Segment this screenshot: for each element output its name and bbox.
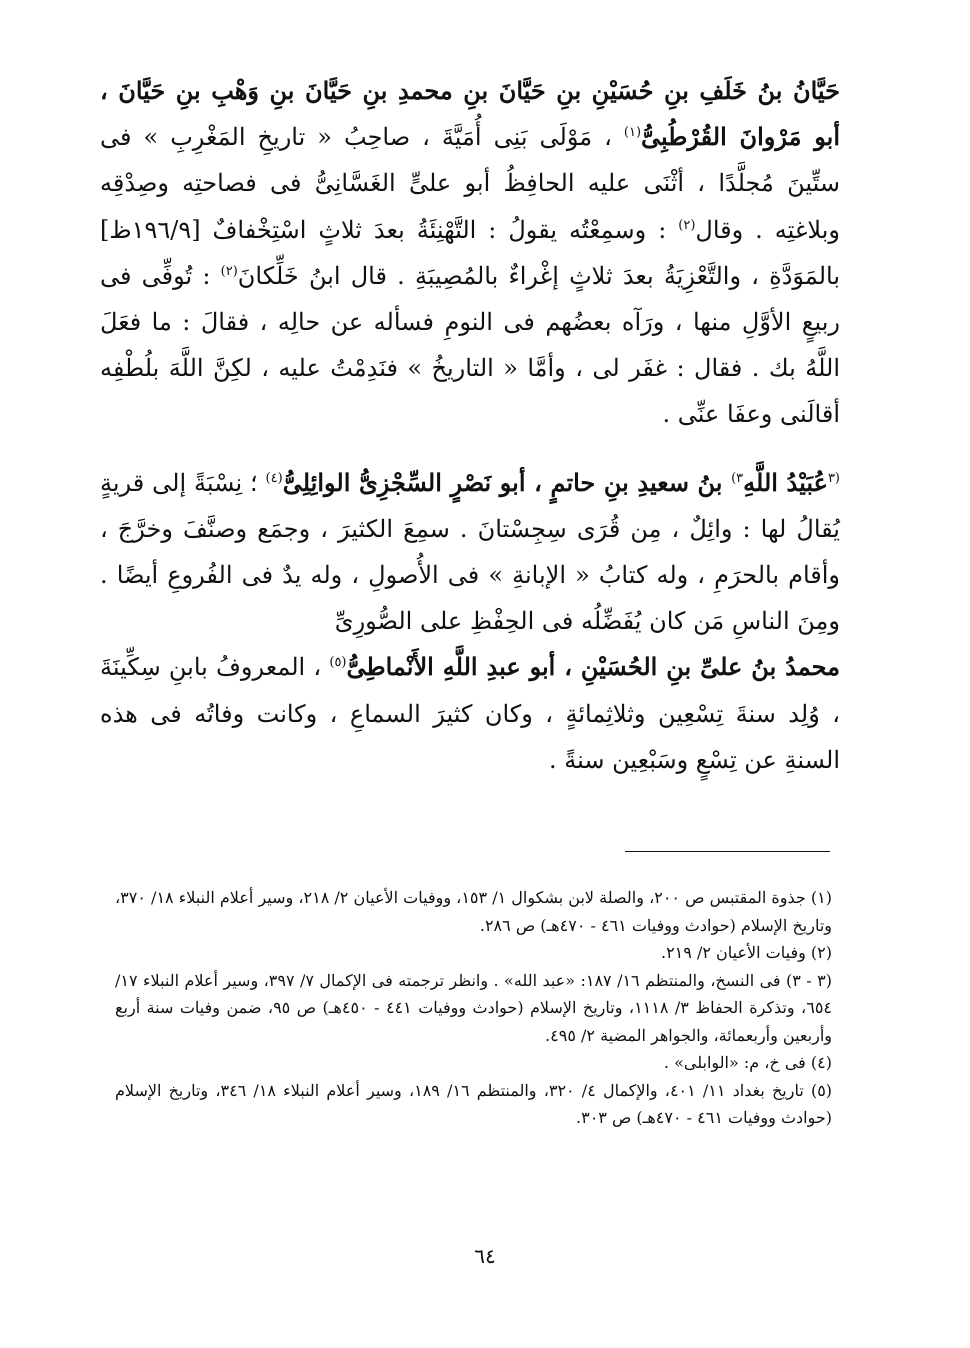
footnote-marker: (٢) [220, 263, 238, 279]
footnote-marker: (٣ [827, 470, 840, 486]
footnote-marker: (٥) [329, 655, 347, 671]
footnote-1: (١) جذوة المقتبس ص ٢٠٠، والصلة لابن بشكوال ١/ ١٥٣، ووفيات الأعيان ٢/ ٢١٨، وسير أعلام النبلاء ١٨/ ٣٧٠، وتاريخ الإسلام (حوادث ووفيات ٤٦١ - ٤٧٠هـ) ص ٢٨٦. [115, 888, 832, 935]
biography-entry-hayyan [100, 68, 840, 438]
footnotes [115, 884, 832, 1132]
entry-text: ؛ نِسْبَةً إلى قريةٍ يُقالُ لها : وائِلٌ ، مِن قُرَى سِجِسْتانَ . سمِعَ الكثيرَ ، وجمَع وصنَّفَ وخرَّجَ ، وأقام بالحرَمِ ، وله كتابُ « الإبانةِ » فى الأُصولِ ، وله يدٌ فى الفُروعِ أيضًا . ومِنَ الناسِ مَن كان يُفَضِّلُه فى الحِفْظِ على الصُّورِىِّ [100, 468, 840, 636]
entry-name: بنُ سعيدِ بنِ حاتمٍ ، أبو نَصْرٍ السِّجْزِىُّ الوائِلِىُّ [282, 467, 732, 497]
footnote-5: (٥) تاريخ بغداد ١١/ ٤٠١، والإكمال ٤/ ٣٢٠، والمنتظم ١٦/ ١٨٩، وسير أعلام النبلاء ١٨/ ٣٤٦، وتاريخ الإسلام (حوادث ووفيات ٤٦١ - ٤٧٠هـ) ص ٣٠٣. [115, 1080, 833, 1127]
entry-text: : وسمِعْتُه يقولُ : التَّهْنِئَةُ بعدَ ثلاثٍ اسْتِخْفافٌ [١٩٦/٩ظ] بالمَوَدَّةِ ، والتَّعْزِيَةُ بعدَ ثلاثٍ إغْراءٌ بالمُصِيبَةِ . قال ابنُ خَلِّكانَ [100, 215, 840, 290]
entry-name: عُبَيْدُ اللَّهِ [743, 467, 828, 497]
page-number: ٦٤ [474, 1244, 496, 1268]
entry-text: ، المعروفُ بابنِ سِكِّينَةَ ، وُلِد سنةَ تِسْعِين وثلاثِمائةٍ ، وكان كثيرَ السماعِ ، وكانت وفاتُه فى هذه السنةِ عن تِسْعٍ وسَبْعِين سنةً . [100, 653, 840, 774]
entry-text: ، مَوْلَى بَنِى أُمَيَّةَ ، صاحِبُ « تاريخِ المَغْرِبِ » فى ستِّينَ مُجلَّدًا ، أثْنَى عليه الحافِظُ أبو علىٍّ الغَسَّانِىُّ فى فصاحتِه وصِدْقِه وبلاغتِه . وقال [100, 123, 841, 244]
footnote-2: (٢) وفيات الأعيان ٢/ ٢١٩. [660, 943, 832, 962]
footnote-marker: (١) [623, 125, 642, 141]
biography-entry-ubaydullah [100, 460, 840, 645]
footnote-marker: (٤) [265, 470, 283, 486]
footnote-4: (٤) فى خ، م: «الوابلى» . [663, 1053, 832, 1072]
main-text [100, 68, 840, 783]
entry-name: حَيَّانُ بنُ خَلَفِ بنِ حُسَيْنِ بنِ حَيَّانَ بنِ محمدِ بنِ حَيَّانَ بنِ وَهْبِ بنِ حَيَّانَ ، أبو مَرْوانَ القُرْطُبِىُّ [100, 76, 840, 152]
entry-name: محمدُ بنُ علىِّ بنِ الحُسَيْنِ ، أبو عبدِ اللَّهِ الأَنْماطِىُّ [346, 652, 841, 682]
biography-entry-muhammad [100, 644, 840, 783]
footnote-marker: ٣) [731, 470, 744, 486]
footnote-marker: (٢) [678, 217, 696, 233]
footnote-separator [625, 851, 830, 852]
entry-text: : تُوفِّى فى ربيعٍ الأوَّلِ منها ، ورَآه بعضُهم فى النومِ فسأله عن حالِه ، فقالَ : ما فعَلَ اللَّهُ بك . فقال : غفَر لى ، وأمَّا « التاريخُ » فنَدِمْتُ عليه ، لكِنَّ اللَّهَ بلُطْفِه أقالَنى وعفَا عنِّى . [100, 261, 840, 429]
footnote-3: (٣ - ٣) فى النسخ، والمنتظم ١٦/ ١٨٧: «عبد الله» . وانظر ترجمته فى الإكمال ٧/ ٣٩٧، وسير أعلام النبلاء ١٧/ ٦٥٤، وتذكرة الحفاظ ٣/ ١١١٨، وتاريخ الإسلام (حوادث ووفيات ٤٤١ - ٤٥٠هـ) ص ٩٥، ضمن وفيات سنة أربع وأربعين وأربعمائة، والجواهر المضية ٢/ ٤٩٥. [115, 970, 833, 1045]
